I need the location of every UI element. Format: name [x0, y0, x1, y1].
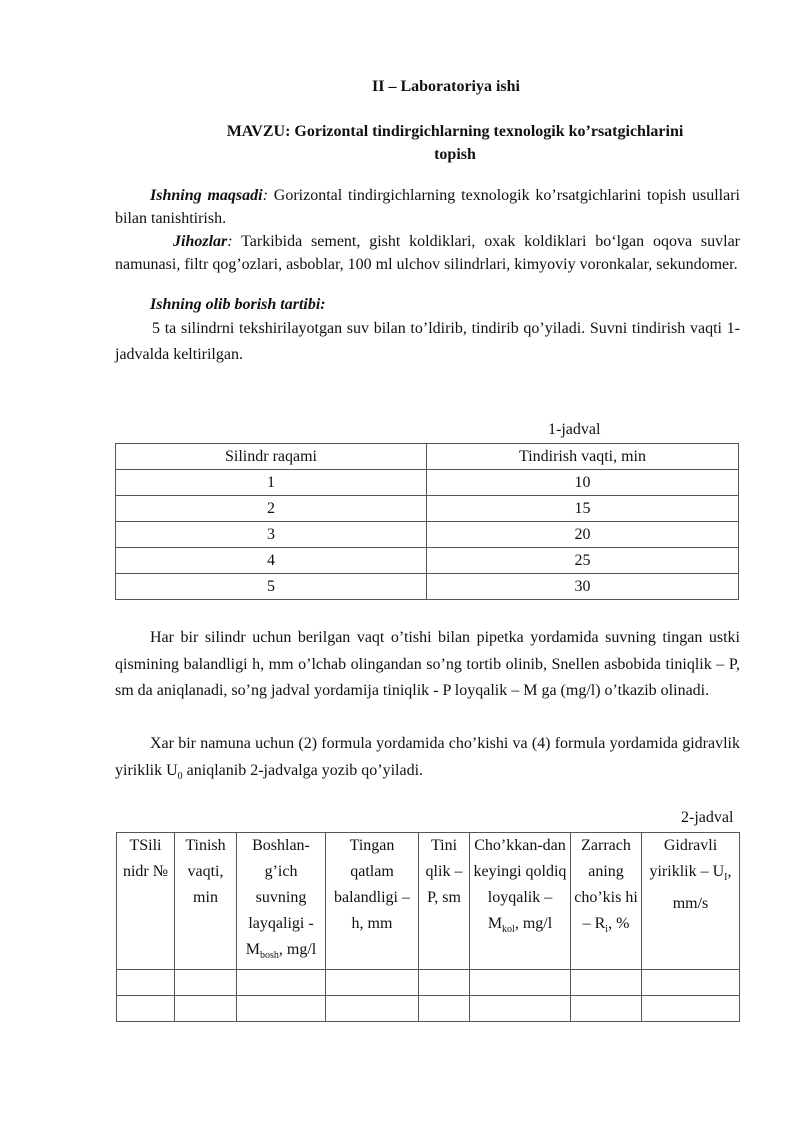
table2-header-clarity: Tini qlik – P, sm — [419, 833, 470, 970]
table1-cell: 5 — [116, 574, 427, 600]
table-row — [116, 522, 739, 548]
procedure-paragraph: 5 ta silindrni tekshirilayotgan suv bilan to’ldirib, tindirib qo’yiladi. Suvni tindirish vaqti 1-jadvalda keltirilgan. — [115, 320, 740, 363]
table2-cell — [642, 970, 740, 996]
aim-colon: : — [262, 187, 268, 204]
measurement-paragraph: Har bir silindr uchun berilgan vaqt o’tishi bilan pipetka yordamida suvning tingan ustki qismining balandligi h, mm o’lchab olingandan so’ng tortib olinib, Snellen asbobida tiniqlik – P, sm da aniqlanadi, so’ng jadval yordamija tiniqlik - P loyqalik – M ga (mg/l) o’tkazib olinadi. — [115, 629, 740, 699]
table2-cell — [419, 970, 470, 996]
table2-cell — [642, 996, 740, 1022]
formula-subscript: 0 — [177, 770, 183, 782]
table2-cell — [237, 996, 326, 1022]
table-1 — [115, 443, 739, 600]
aim-label: Ishning maqsadi — [150, 187, 263, 204]
table2-header-initial-turbidity: Boshlan-g’ich suvning layqaligi - $M_{bosh}$, mg/l — [237, 833, 326, 970]
formula-text: Xar bir namuna uchun (2) formula yordamida cho’kishi va (4) formula yordamida gidravlik yiriklik U — [115, 735, 740, 779]
table2-cell — [175, 970, 237, 996]
topic-line-2: topish — [434, 146, 476, 163]
lab-heading: II – Laboratoriya ishi — [371, 78, 520, 95]
table1-cell: 20 — [427, 522, 739, 548]
table2-header-settling: Zarrach aning cho’kis hi – $R_i$, % — [571, 833, 642, 970]
table-row — [116, 548, 739, 574]
table1-caption: 1-jadval — [548, 421, 601, 438]
equipment-colon: : — [227, 233, 233, 250]
table2-cell — [117, 970, 175, 996]
formula-paragraph — [115, 731, 740, 790]
table2-header-cylinder: TSili nidr № — [117, 833, 175, 970]
procedure-label-text: Ishning olib borish tartibi: — [150, 296, 326, 313]
topic-line-1: MAVZU: Gorizontal tindirgichlarning texnologik ko’rsatgichlarini — [226, 123, 684, 140]
table2-header-time: Tinish vaqti, min — [175, 833, 237, 970]
aim-paragraph — [115, 184, 740, 230]
table-row — [117, 996, 740, 1022]
procedure-label — [115, 293, 740, 316]
table2-cell — [419, 996, 470, 1022]
table2-cell — [237, 970, 326, 996]
table2-cell — [175, 996, 237, 1022]
table1-header-cell: Tindirish vaqti, min — [427, 444, 739, 470]
table2-cell — [470, 996, 571, 1022]
table2-header-row — [117, 833, 740, 970]
table1-cell: 10 — [427, 470, 739, 496]
table1-header-row — [116, 444, 739, 470]
table1-cell: 30 — [427, 574, 739, 600]
equipment-label: Jihozlar — [173, 233, 228, 250]
equipment-paragraph — [115, 230, 740, 276]
table2-header-residual-turbidity: Cho’kkan-dan keyingi qoldiq loyqalik – $M_{kol}$, mg/l — [470, 833, 571, 970]
table1-cell: 3 — [116, 522, 427, 548]
table2-cell — [470, 970, 571, 996]
table2-header-layer-height: Tingan qatlam balandligi – h, mm — [326, 833, 419, 970]
equipment-text: Tarkibida sement, gisht koldiklari, oxak koldiklari bo‘lgan oqova suvlar namunasi, filtr qog’ozlari, asboblar, 100 ml ulchov silindrlari, kimyoviy voronkalar, sekundomer. — [115, 233, 740, 273]
table-2 — [116, 832, 740, 1022]
table2-cell — [571, 996, 642, 1022]
table1-cell: 25 — [427, 548, 739, 574]
table2-caption: 2-jadval — [681, 809, 734, 826]
aim-text: Gorizontal tindirgichlarning texnologik ko’rsatgichlarini topish usullari bilan tanishtirish. — [115, 187, 741, 227]
topic-title — [150, 120, 760, 166]
table-row — [116, 470, 739, 496]
table2-cell — [326, 996, 419, 1022]
table2-cell — [571, 970, 642, 996]
formula-text-end: aniqlanib 2-jadvalga yozib qo’yiladi. — [182, 761, 424, 779]
table2-cell — [117, 996, 175, 1022]
table1-cell: 4 — [116, 548, 427, 574]
table2-header-hydraulic-size: Gidravli yiriklik – $U_I$, mm/s — [642, 833, 740, 970]
table-row — [116, 574, 739, 600]
table-row — [116, 496, 739, 522]
table1-cell: 15 — [427, 496, 739, 522]
table1-cell: 1 — [116, 470, 427, 496]
table2-cell — [326, 970, 419, 996]
table-row — [117, 970, 740, 996]
table1-header-cell: Silindr raqami — [116, 444, 427, 470]
table1-cell: 2 — [116, 496, 427, 522]
